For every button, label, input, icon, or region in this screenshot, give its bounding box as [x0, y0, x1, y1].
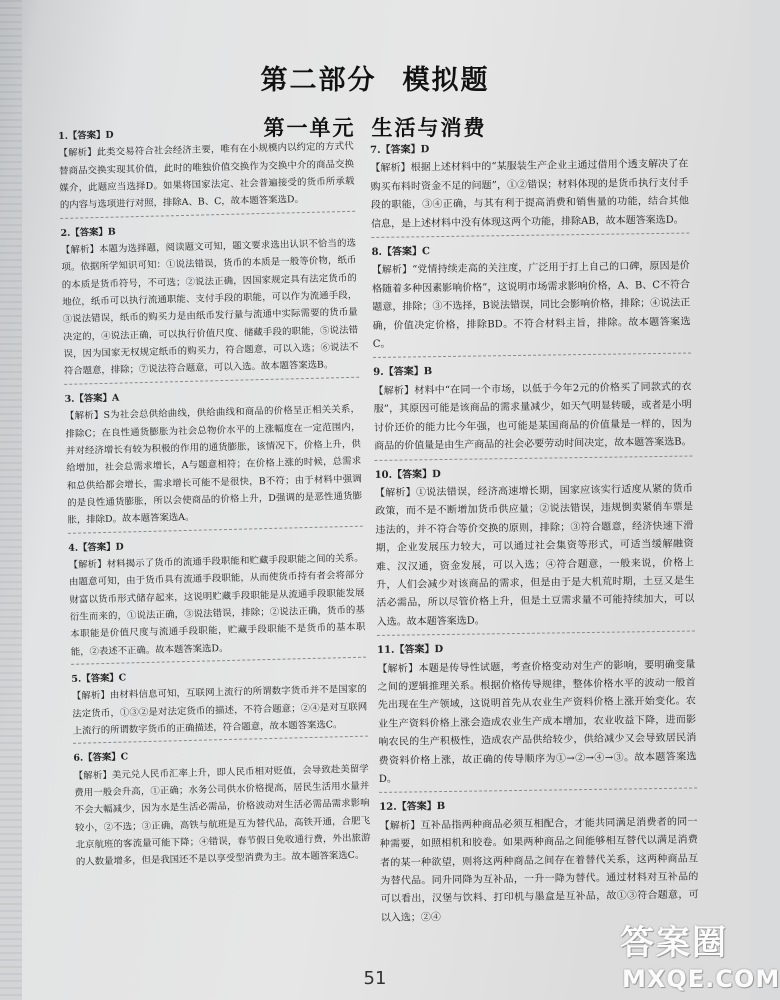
analysis-text: 【解析】“党情持续走高的关注度，广泛用于打上自己的口碑，原因是价格随着多种因素影响价格”，这说明市场需求影响价格，A、B、C不符合题意，排除；③不选择，B说法错误，同比会影响价格，排除；④说法正确，价值决定价格，排除BD。不符合材料主旨，排除。故本题答案选C。: [371, 260, 691, 351]
unit-name: 生活与消费: [371, 115, 487, 140]
analysis-text: 【解析】材料中“在同一个市场，以低于今年2元的价格买了同款式的衣服”，其原因可能是该商品的需求量减少，如天气明显转暖，或者是小明讨价还价的能力比今年强，也可能是某国商品的价值量是一样的，因为商品的价值量是由生产商品的社会必要劳动时间决定，故本题答案选B。: [373, 381, 693, 453]
question-block: [64, 384, 362, 534]
question-block: [379, 795, 699, 931]
analysis-text: 【解析】本题是传导性试题，考查价格变动对生产的影响，要明确变量之间的逻辑推理关系。根据价格传导规律，整体价格水平的波动一般首先出现在生产领域，这说明首先从农业生产资料价格上涨开始变化。农业生产资料价格上涨会造成农业生产成本增加，农业收益下降，进而影响农民的生产积极性，造成农产品供给较少，供给减少又会导致居民消费资料价格上涨，故正确的传导顺序为①→②→④→③。故本题答案选D。: [377, 659, 697, 785]
answer-line: 2.【答案】B: [60, 226, 116, 239]
part-title: [0, 58, 750, 97]
page-number: 51: [363, 968, 387, 989]
analysis-text: 【解析】本题为选择题，阅读题文可知，题文要求选出认识不恰当的选项。依据所学知识可知：①说法错误，货币的本质是一般等价物，纸币的本质是货币符号，不可选；②说法正确，因国家规定具有法定货币的地位，纸币可以执行流通职能、支付手段的职能，可以作为流通手段，③说法错误，纸币的购买力是由纸币发行量与流通中实际需要的货币量决定的，④说法正确，可以执行价值尺度、储藏手段的职能，⑤说法错误，因为国家无权规定纸币的购买力，符合题意，可以入选；⑥说法不符合题意，排除；⑦说法符合题意，可以入选。故本题答案选B。: [60, 237, 359, 378]
answer-line: 9.【答案】B: [373, 366, 433, 379]
answer-line: 3.【答案】A: [64, 392, 120, 405]
question-block: [375, 462, 695, 636]
watermark-logo: [612, 915, 780, 995]
question-block: [73, 743, 371, 875]
analysis-text: 【解析】由材料信息可知，互联网上流行的所谓数字货币并不是国家的法定货币，①③②是对法定货币的描述，不符合题意；②④是对互联网上流行的所谓数字货币的正确描述，符合题意，故本题答案选C。: [71, 683, 368, 737]
answer-line: 10.【答案】D: [374, 468, 441, 481]
question-block: [373, 360, 692, 460]
answer-line: 6.【答案】C: [73, 751, 129, 765]
adjacent-page-edge: [0, 0, 22, 1000]
unit-label: 第一单元: [263, 115, 356, 140]
answer-line: 8.【答案】C: [371, 246, 431, 259]
part-name: 模拟题: [402, 65, 490, 96]
question-block: [371, 240, 691, 359]
analysis-text: 【解析】此类交易符合社会经济主要，唯有在小规模内以约定的方式代替商品交换实现其价值，此时的唯独价值交换作为交换中介的商品交换媒介，此题应当选择D。如果将国家法定、社会普遍接受的货币所承载的内容与选项进行对照，排除A、B、C，故本题答案选D。: [58, 141, 355, 212]
analysis-text: 【解析】①说法错误，经济高速增长期，国家应该实行适度从紧的货币政策，而不是不断增加货币供应量；②说法错误，违规倒卖紧俏车票是违法的，并不符合等价交换的原则，排除；③符合题意，经济快速下滑期，企业发展压力较大，可以通过社会集资等形式，可适当缓解融资难、汉汉通，资金发展，可以入选；④符合题意，一般来说，价格上升，人们会减少对该商品的需求，但是由于是大机荒时期，土豆又是生活必需品，所以尽管价格上升，但是土豆需求量不可能持续加大，可以入选。故本题答案选D。: [374, 483, 695, 628]
analysis-text: 【解析】根据上述材料中的“某服装生产企业主通过借用个透支解决了在购买布料时资金不足的问题”，①②错误；材料体现的是货币执行支付手段的职能，③④正确，与其有利于提高消费和销售量的功能，结合其他信息，是上述材料中没有体现这两个功能，排除AB，故本题答案选D。: [370, 158, 689, 230]
analysis-text: 【解析】S为社会总供给曲线，供给曲线和商品的价格呈正相关关系，排除C；在良性通货膨胀为社会总物价水平的上涨幅度在一定范围内，并对经济增长有较为积极的作用的通货膨胀，该情况下，价格上升，供给增加，社会总需求增长，A与题意相符；在价格上涨的时候，总需求和总供给都会增长，需求增长可能不是很快，B不符；由于材料中强调的是良性通货膨胀，所以会使商品的价格上升，D强调的是恶性通货膨胀，排除D。故本题答案选A。: [64, 403, 363, 527]
watermark-sub: MXQE.COM: [622, 965, 780, 993]
left-column: [58, 121, 371, 881]
watermark-main: 答案圈: [620, 923, 728, 963]
answer-line: 1.【答案】D: [58, 129, 114, 142]
question-block: [68, 532, 366, 665]
answer-line: 5.【答案】C: [71, 672, 127, 685]
question-block: [71, 664, 368, 745]
question-block: [377, 638, 697, 794]
question-block: [58, 121, 355, 219]
analysis-text: 【解析】互补品指两种商品必须互相配合，才能共同满足消费者的同一种需要，如照相机和胶卷。如果两种商品之间能够相互替代以满足消费者的某一种欲望，则将这两种商品之间存在着替代关系，这两种商品互为替代品。同升同降为互补品，一升一降为替代。通过材料对互补品的可以看出，汉堡与饮料、打印机与墨盒是互补品，故①③符合题意，可以入选；②④: [379, 816, 699, 924]
question-block: [370, 138, 689, 238]
analysis-text: 【解析】美元兑人民币汇率上升，即人民币相对贬值，会导致赴美留学费用一般会升高，①正确；水务公司供水价格提高，居民生活用水量并不会大幅减少，因为水是生活必需品，价格波动对生活必需品需求影响较小，②不选；③正确，高铁与航班是互为替代品，高铁开通，合肥飞北京航班的客流量可能下降；④错误，春节假日免收通行费，外出旅游的人数量增多，但是我国还不是以享受型消费为主。故本题答案选C。: [73, 763, 371, 869]
answer-line: 7.【答案】D: [370, 144, 430, 156]
right-column: [370, 138, 699, 938]
part-label: 第二部分: [260, 65, 377, 96]
answer-line: 11.【答案】D: [377, 644, 444, 657]
question-block: [60, 217, 359, 384]
analysis-text: 【解析】材料揭示了货币的流通手段职能和贮藏手段职能之间的关系。由题意可知，由于货币具有流通手段职能，从而使货币持有者会将部分财富以货币形式储存起来，这说明贮藏手段职能是从流通手段职能发展衍生而来的，①说法正确，③说法错误，排除；②说法正确，货币的基本职能是价值尺度与流通手段职能，贮藏手段职能不是货币的基本职能，②表述不正确。故本题答案选D。: [68, 552, 366, 658]
answer-line: 12.【答案】B: [379, 801, 446, 814]
answer-line: 4.【答案】D: [68, 541, 124, 554]
